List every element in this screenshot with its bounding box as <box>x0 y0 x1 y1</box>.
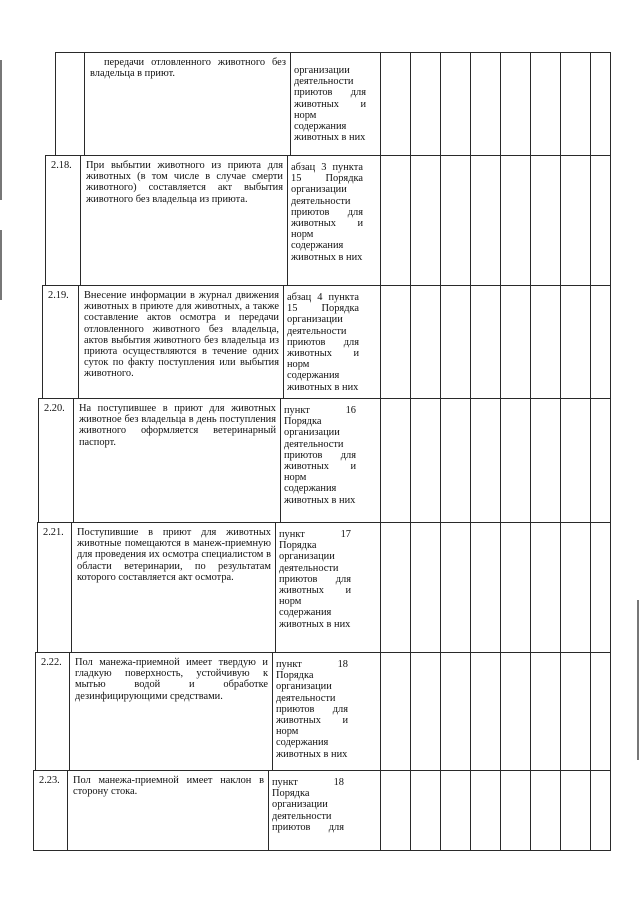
reference-line <box>287 337 359 348</box>
column-border <box>380 52 381 156</box>
requirement-text: Внесение информации в журнал движения животных в приюте для животных, а также составление актов осмотра и передачи отловленного животного без владельца, актов выбытия животного без владельца из приюта осуществляются в течение одних суток по факту поступления или выбытия животного. <box>84 290 279 380</box>
column-border <box>268 770 269 851</box>
reference-word: для <box>332 703 348 715</box>
column-border <box>440 398 441 523</box>
reference-word: норм <box>279 596 302 608</box>
reference-word: Порядка <box>284 416 322 428</box>
column-border <box>530 522 531 653</box>
reference-line <box>279 563 351 574</box>
reference-line <box>279 540 351 551</box>
row-border <box>33 850 610 851</box>
reference-word: деятельности <box>272 810 332 822</box>
reference-word: Порядка <box>272 788 310 800</box>
reference-word: пункт <box>272 777 298 788</box>
reference-word: деятельности <box>276 692 336 704</box>
reference-line <box>291 162 363 173</box>
reference-word: приютов <box>294 87 333 99</box>
reference-word: деятельности <box>284 438 344 450</box>
column-border <box>78 285 79 399</box>
column-border <box>55 52 56 156</box>
reference-line <box>272 788 344 799</box>
reference-word: организации <box>287 314 343 326</box>
column-border <box>500 52 501 156</box>
column-border <box>73 398 74 523</box>
column-border <box>590 52 591 156</box>
column-border <box>290 52 291 156</box>
reference-word: норм <box>294 109 317 121</box>
reference-line <box>284 461 356 472</box>
reference-word: животных в них <box>287 381 359 393</box>
reference-word: и <box>357 217 363 229</box>
reference-word: организации <box>294 65 350 76</box>
reference-line <box>272 777 344 788</box>
reference-word: и <box>353 347 359 359</box>
reference-line <box>279 585 351 596</box>
reference-word: пункт <box>284 405 310 416</box>
reference-line <box>279 607 351 618</box>
reference-word: животных <box>279 584 324 596</box>
reference-line <box>287 303 359 314</box>
column-border <box>530 52 531 156</box>
reference-line <box>276 715 348 726</box>
reference-line <box>287 348 359 359</box>
row-border <box>55 52 610 53</box>
reference-word: деятельности <box>279 562 339 574</box>
reference-word: Порядка <box>279 540 317 552</box>
legal-reference <box>284 405 356 506</box>
reference-line <box>272 799 344 810</box>
reference-word: деятельности <box>287 325 347 337</box>
column-border <box>272 652 273 771</box>
reference-line <box>272 811 344 822</box>
column-border <box>590 285 591 399</box>
reference-word: Порядка <box>321 303 359 315</box>
column-border <box>500 770 501 851</box>
reference-line <box>287 359 359 370</box>
scan-edge-mark <box>0 60 2 200</box>
reference-word: приютов <box>272 821 311 833</box>
scan-edge-mark <box>0 230 2 300</box>
reference-line <box>287 370 359 381</box>
reference-line <box>291 184 363 195</box>
reference-word: 15 <box>291 173 302 185</box>
reference-line <box>294 110 366 121</box>
reference-line <box>279 596 351 607</box>
item-number: 2.18. <box>51 160 72 171</box>
column-border <box>470 770 471 851</box>
reference-word: содержания <box>279 607 332 619</box>
legal-reference <box>291 162 363 263</box>
reference-word: содержания <box>294 120 347 132</box>
legal-reference <box>279 529 351 630</box>
reference-word: деятельности <box>294 76 354 88</box>
reference-line <box>284 427 356 438</box>
column-border <box>440 652 441 771</box>
column-border <box>80 155 81 286</box>
reference-line <box>294 87 366 98</box>
reference-word: и <box>360 98 366 110</box>
reference-word: норм <box>291 229 314 241</box>
reference-line <box>294 99 366 110</box>
column-border <box>33 770 34 851</box>
reference-word: и <box>345 584 351 596</box>
reference-line <box>279 529 351 540</box>
column-border <box>380 770 381 851</box>
column-border <box>530 770 531 851</box>
column-border <box>380 155 381 286</box>
reference-line <box>284 416 356 427</box>
reference-word: 18 <box>333 777 344 788</box>
reference-word: организации <box>276 681 332 693</box>
column-border <box>287 155 288 286</box>
column-border <box>470 398 471 523</box>
reference-line <box>291 173 363 184</box>
column-border <box>610 770 611 851</box>
column-border <box>71 522 72 653</box>
reference-word: 4 <box>317 292 323 303</box>
column-border <box>590 652 591 771</box>
reference-word: животных в них <box>291 251 363 263</box>
column-border <box>590 398 591 523</box>
column-border <box>530 155 531 286</box>
reference-line <box>291 196 363 207</box>
reference-line <box>284 405 356 416</box>
reference-line <box>291 240 363 251</box>
item-number: 2.23. <box>39 775 60 786</box>
column-border <box>45 155 46 286</box>
reference-line <box>272 822 344 833</box>
column-border <box>470 652 471 771</box>
reference-word: животных в них <box>279 618 351 630</box>
legal-reference <box>276 659 348 760</box>
reference-word: Порядка <box>276 670 314 682</box>
column-border <box>42 285 43 399</box>
column-border <box>410 52 411 156</box>
column-border <box>560 522 561 653</box>
column-border <box>410 522 411 653</box>
item-number: 2.22. <box>41 657 62 668</box>
reference-word: 18 <box>337 659 348 670</box>
reference-line <box>284 439 356 450</box>
column-border <box>610 398 611 523</box>
column-border <box>410 155 411 286</box>
column-border <box>440 155 441 286</box>
reference-word: пункт <box>279 529 305 540</box>
column-border <box>37 522 38 653</box>
reference-line <box>294 132 366 143</box>
reference-line <box>276 693 348 704</box>
reference-line <box>276 749 348 760</box>
column-border <box>470 155 471 286</box>
reference-word: 17 <box>340 529 351 540</box>
reference-word: 15 <box>287 303 298 315</box>
reference-word: для <box>343 336 359 348</box>
column-border <box>69 652 70 771</box>
column-border <box>38 398 39 523</box>
item-number: 2.21. <box>43 527 64 538</box>
column-border <box>530 398 531 523</box>
reference-line <box>276 659 348 670</box>
requirement-text: Пол манежа-приемной имеет твердую и гладкую поверхность, устойчивую к мытью водой и обработке дезинфицирующими средствами. <box>75 657 268 702</box>
column-border <box>560 398 561 523</box>
reference-line <box>279 574 351 585</box>
reference-word: организации <box>272 799 328 811</box>
reference-line <box>294 65 366 76</box>
reference-word: животных в них <box>294 132 366 144</box>
reference-word: приютов <box>276 703 315 715</box>
requirement-text: Пол манежа-приемной имеет наклон в сторону стока. <box>73 775 264 798</box>
reference-line <box>291 207 363 218</box>
reference-word: Порядка <box>325 173 363 185</box>
reference-word: организации <box>279 551 335 563</box>
item-number: 2.20. <box>44 403 65 414</box>
reference-word: организации <box>284 427 340 439</box>
column-border <box>380 285 381 399</box>
column-border <box>380 652 381 771</box>
reference-line <box>276 704 348 715</box>
column-border <box>283 285 284 399</box>
reference-word: для <box>335 573 351 585</box>
column-border <box>560 52 561 156</box>
reference-line <box>287 292 359 303</box>
reference-line <box>276 681 348 692</box>
reference-word: абзац <box>287 292 312 303</box>
reference-word: для <box>350 87 366 99</box>
reference-word: пункта <box>332 162 363 173</box>
reference-word: животных <box>294 98 339 110</box>
column-border <box>610 285 611 399</box>
column-border <box>410 398 411 523</box>
reference-word: приютов <box>279 573 318 585</box>
reference-word: животных <box>284 460 329 472</box>
row-border <box>38 398 610 399</box>
reference-word: норм <box>284 472 307 484</box>
reference-word: и <box>350 460 356 472</box>
column-border <box>410 770 411 851</box>
requirement-text: передачи отловленного животного без владельца в приют. <box>90 57 286 80</box>
column-border <box>280 398 281 523</box>
row-border <box>45 155 610 156</box>
column-border <box>500 285 501 399</box>
row-border <box>37 522 610 523</box>
column-border <box>610 652 611 771</box>
column-border <box>500 155 501 286</box>
reference-word: для <box>340 449 356 461</box>
column-border <box>590 522 591 653</box>
reference-word: содержания <box>291 240 344 252</box>
reference-line <box>287 382 359 393</box>
reference-word: пункта <box>328 292 359 303</box>
column-border <box>440 52 441 156</box>
item-number: 2.19. <box>48 290 69 301</box>
column-border <box>560 155 561 286</box>
reference-word: содержания <box>287 370 340 382</box>
requirement-text: На поступившее в приют для животных животное без владельца в день поступления животного оформляется ветеринарный паспорт. <box>79 403 276 448</box>
column-border <box>440 770 441 851</box>
row-border <box>35 652 610 653</box>
reference-line <box>276 726 348 737</box>
reference-word: содержания <box>284 483 337 495</box>
reference-word: 3 <box>321 162 327 173</box>
column-border <box>470 285 471 399</box>
reference-line <box>294 76 366 87</box>
reference-word: и <box>342 714 348 726</box>
reference-line <box>279 619 351 630</box>
column-border <box>530 652 531 771</box>
reference-line <box>279 551 351 562</box>
column-border <box>470 522 471 653</box>
column-border <box>84 52 85 156</box>
reference-word: содержания <box>276 737 329 749</box>
column-border <box>500 652 501 771</box>
row-border <box>33 770 610 771</box>
column-border <box>410 652 411 771</box>
reference-word: животных в них <box>276 748 348 760</box>
legal-reference <box>287 292 359 393</box>
reference-word: для <box>328 821 344 833</box>
reference-line <box>291 218 363 229</box>
legal-reference <box>294 65 366 143</box>
column-border <box>380 398 381 523</box>
reference-line <box>284 472 356 483</box>
reference-line <box>287 314 359 325</box>
column-border <box>610 52 611 156</box>
reference-word: животных <box>276 714 321 726</box>
reference-line <box>284 450 356 461</box>
column-border <box>440 285 441 399</box>
column-border <box>500 398 501 523</box>
row-border <box>42 285 610 286</box>
reference-word: норм <box>287 359 310 371</box>
column-border <box>67 770 68 851</box>
reference-word: для <box>347 206 363 218</box>
reference-line <box>291 252 363 263</box>
reference-word: приютов <box>291 206 330 218</box>
reference-word: абзац <box>291 162 316 173</box>
reference-word: животных <box>287 347 332 359</box>
column-border <box>610 155 611 286</box>
column-border <box>440 522 441 653</box>
column-border <box>560 652 561 771</box>
column-border <box>275 522 276 653</box>
column-border <box>380 522 381 653</box>
requirement-text: При выбытии животного из приюта для животных (в том числе в случае смерти животного) составляется акт выбытия животного без владельца из приюта. <box>86 160 283 205</box>
reference-word: приютов <box>284 449 323 461</box>
reference-word: норм <box>276 726 299 738</box>
reference-line <box>294 121 366 132</box>
column-border <box>610 522 611 653</box>
reference-word: организации <box>291 184 347 196</box>
column-border <box>590 155 591 286</box>
requirement-text: Поступившие в приют для животных животные помещаются в манеж-приемную для проведения их осмотра специалистом в области ветеринарии, по результатам которого составляется акт осмотра. <box>77 527 271 583</box>
column-border <box>560 285 561 399</box>
reference-word: 16 <box>345 405 356 416</box>
reference-line <box>291 229 363 240</box>
reference-line <box>284 495 356 506</box>
legal-reference <box>272 777 344 833</box>
reference-line <box>276 670 348 681</box>
reference-word: пункт <box>276 659 302 670</box>
reference-word: приютов <box>287 336 326 348</box>
reference-line <box>284 483 356 494</box>
reference-line <box>276 737 348 748</box>
reference-line <box>287 326 359 337</box>
column-border <box>410 285 411 399</box>
reference-word: деятельности <box>291 195 351 207</box>
reference-word: животных <box>291 217 336 229</box>
column-border <box>500 522 501 653</box>
column-border <box>560 770 561 851</box>
column-border <box>470 52 471 156</box>
reference-word: животных в них <box>284 494 356 506</box>
column-border <box>590 770 591 851</box>
column-border <box>35 652 36 771</box>
column-border <box>530 285 531 399</box>
